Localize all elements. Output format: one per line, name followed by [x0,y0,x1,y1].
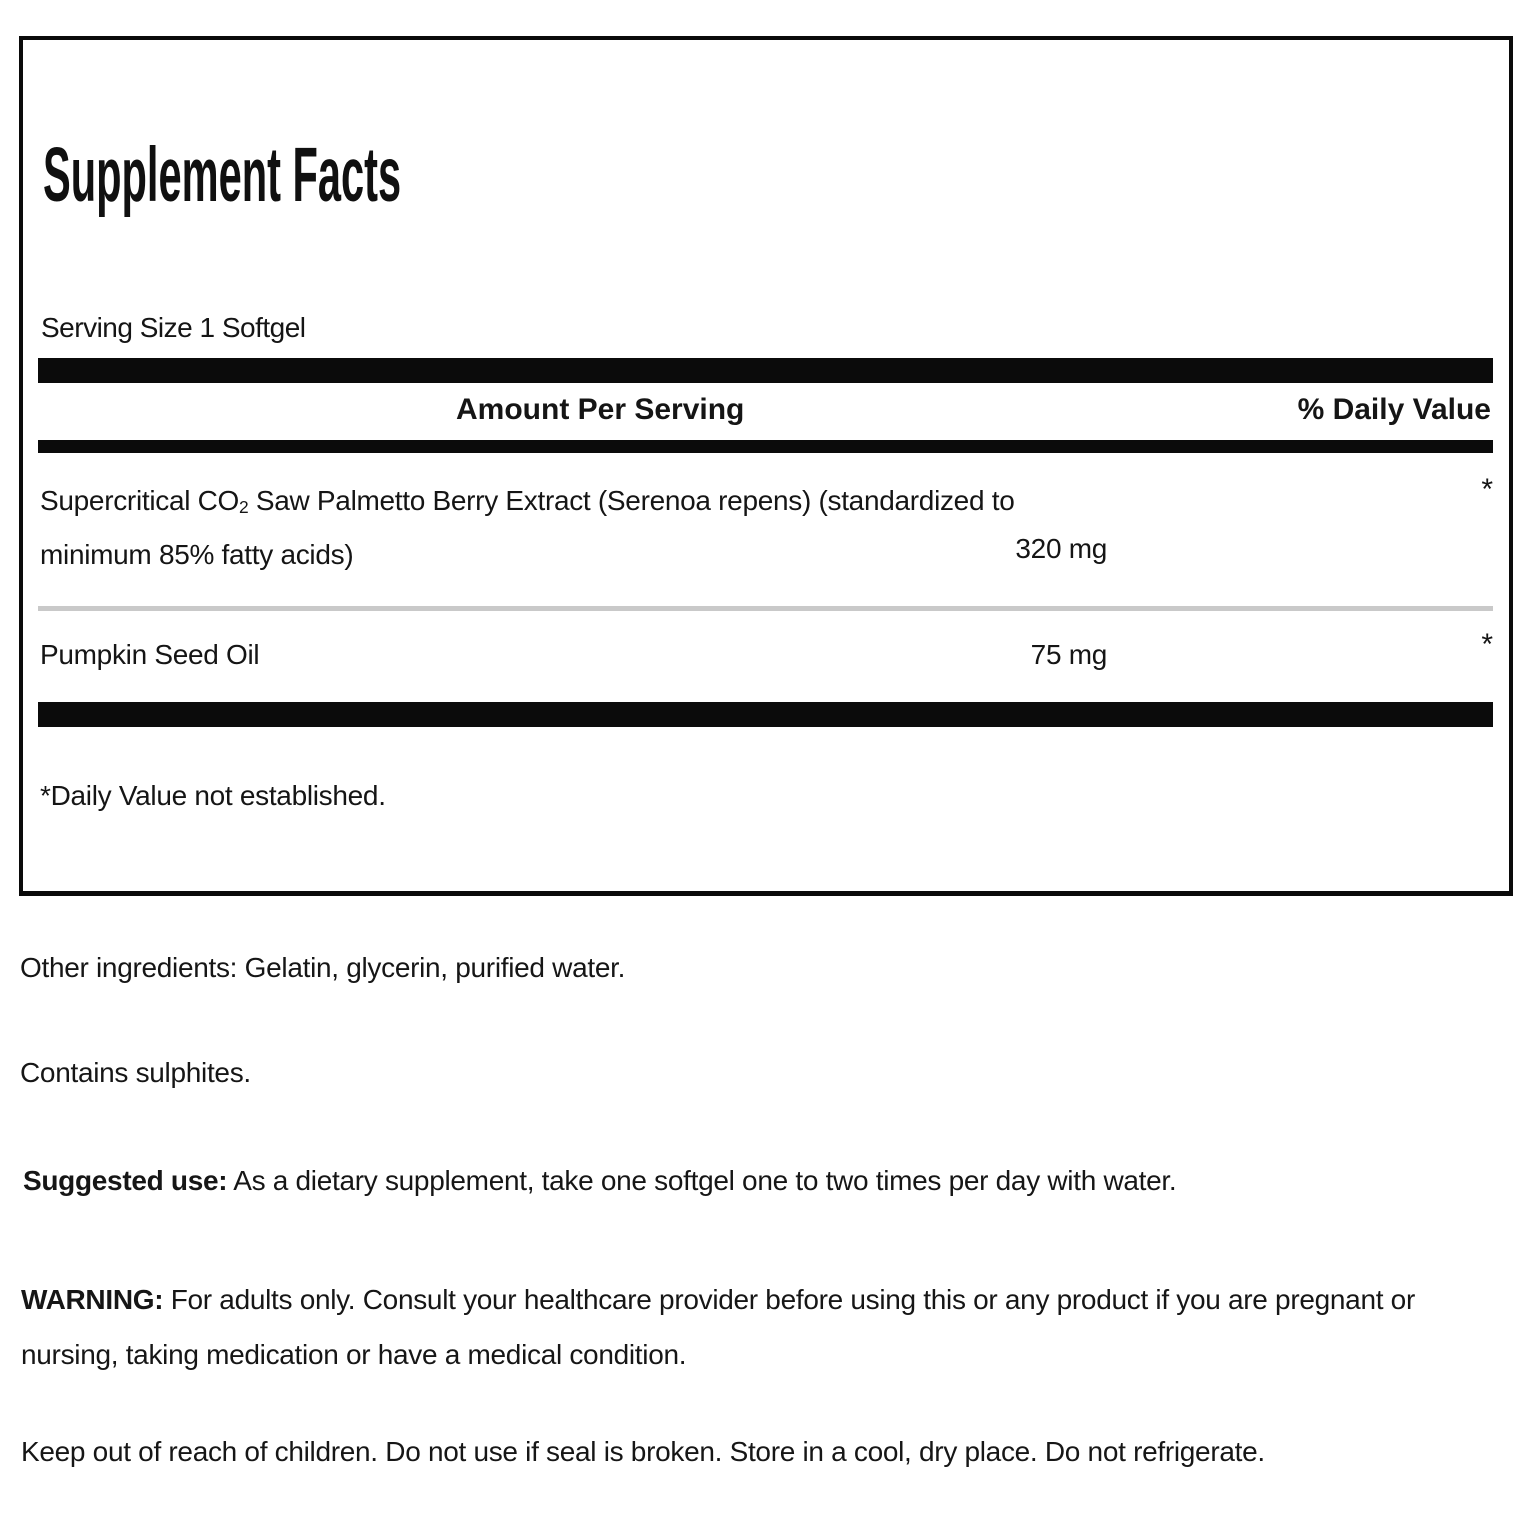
warning-text [21,1272,1521,1382]
thick-rule-bottom [38,702,1493,727]
ingredient-name-part: Saw Palmetto Berry Extract (Serenoa repens) (standardized to [248,485,1015,516]
thick-rule-top [38,358,1493,383]
serving-size-text: Serving Size 1 Softgel [41,312,306,343]
panel-title: Supplement Facts [43,132,402,218]
table-header-row [38,390,1493,436]
row-divider [38,606,1493,611]
other-ingredients-text: Other ingredients: Gelatin, glycerin, purified water. [20,952,626,983]
ingredient-name: Pumpkin Seed Oil [40,639,260,670]
daily-value-footnote [40,780,386,812]
suggested-use-text [23,1165,1176,1197]
table-row [38,628,1493,698]
ingredient-amount: 75 mg [1030,639,1107,670]
contains-text: Contains sulphites. [20,1057,251,1088]
supplement-facts-panel [19,36,1513,896]
table-row [38,473,1493,597]
ingredient-name-part: minimum 85% fatty acids) [40,539,354,571]
thick-rule-under-header [38,440,1493,453]
warning-line1: For adults only. Consult your healthcare provider before using this or any product if you are pregnant or [163,1284,1415,1315]
suggested-use-label: Suggested use: [23,1165,228,1196]
footnote-text: Daily Value not established. [50,780,386,811]
footnote-asterisk: * [40,780,51,811]
co2-subscript: 2 [239,497,249,518]
daily-value-asterisk: * [1481,473,1493,506]
warning-label: WARNING: [21,1284,164,1315]
ingredient-name-part: Supercritical CO [40,485,240,516]
ingredient-amount: 320 mg [1015,533,1107,564]
daily-value-asterisk: * [1481,628,1493,661]
suggested-use-body: As a dietary supplement, take one softgel one to two times per day with water. [227,1165,1177,1196]
warning-line2: nursing, taking medication or have a medical condition. [21,1339,687,1370]
daily-value-header: % Daily Value [1297,393,1491,426]
amount-per-serving-header: Amount Per Serving [456,393,745,426]
storage-instructions-text: Keep out of reach of children. Do not use if seal is broken. Store in a cool, dry place. Do not refrigerate. [21,1436,1265,1467]
ingredient-name [40,477,1014,579]
